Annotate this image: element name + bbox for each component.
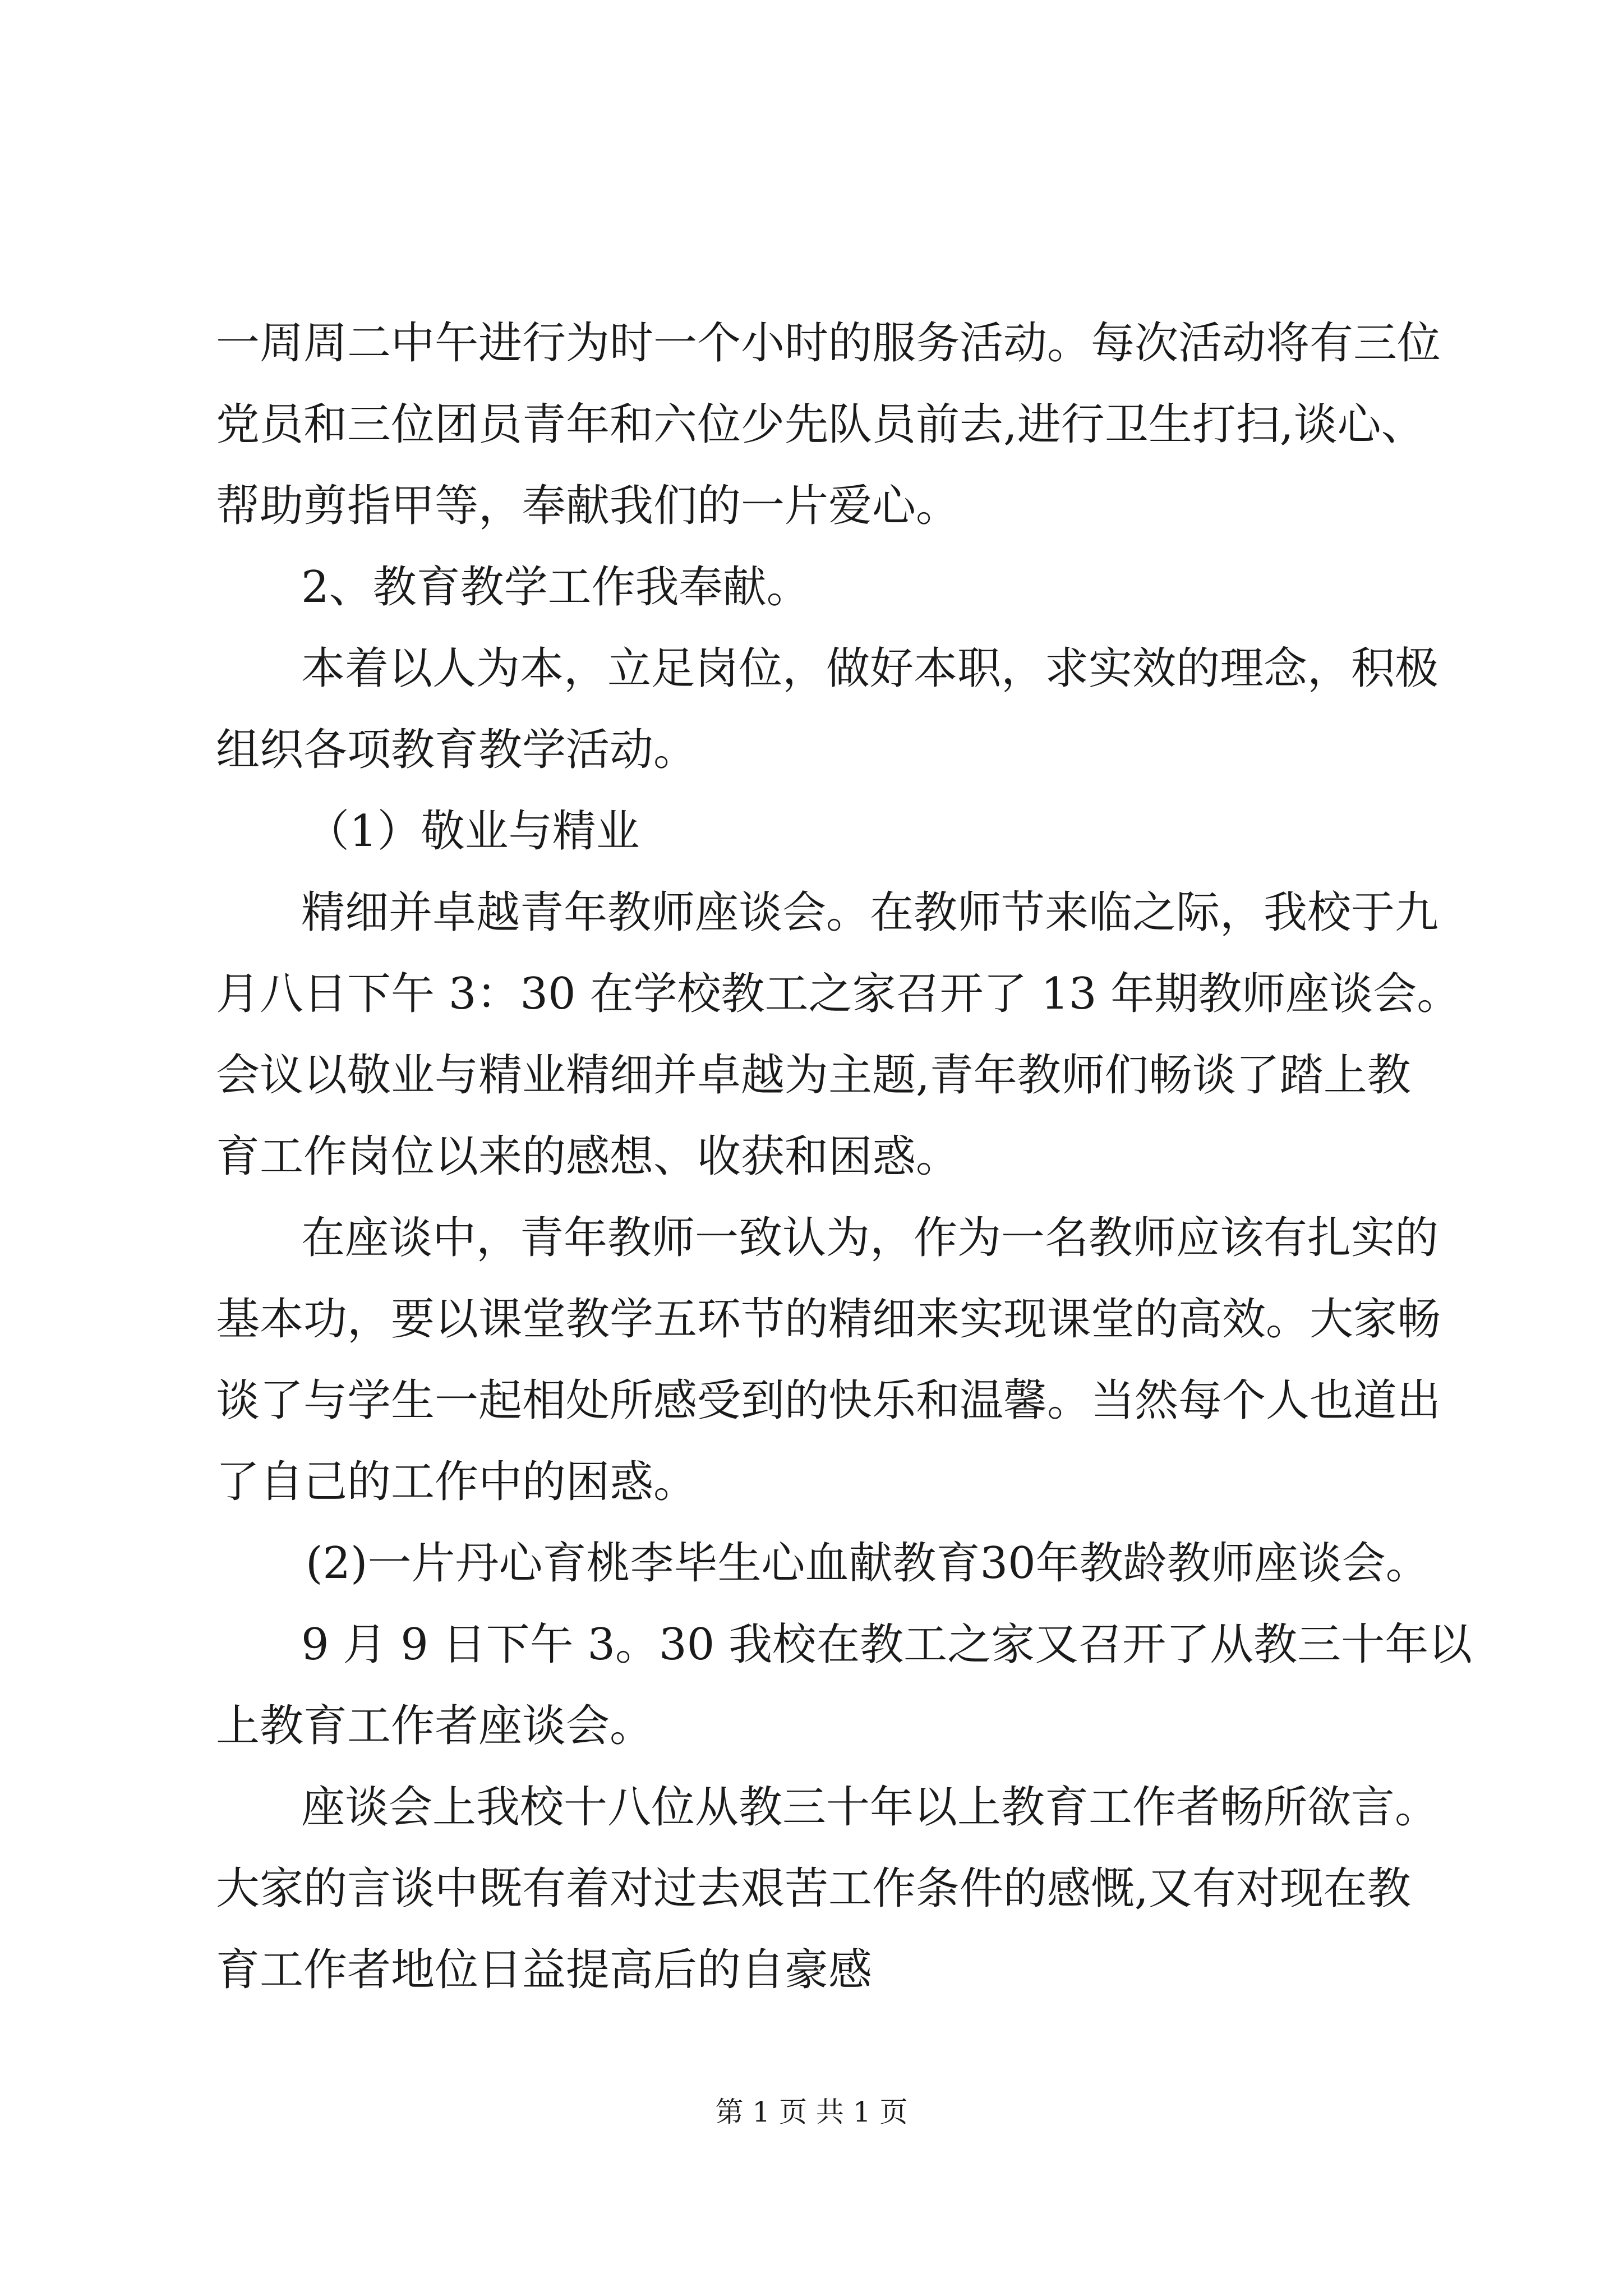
text-line: 月八日下午 3：30 在学校教工之家召开了 13 年期教师座谈会。 (216, 969, 1461, 1019)
text-line: 基本功，要以课堂教学五环节的精细来实现课堂的高效。大家畅 (216, 1294, 1441, 1345)
text-line: 党员和三位团员青年和六位少先队员前去,进行卫生打扫,谈心、 (216, 399, 1425, 450)
text-line: 9 月 9 日下午 3。30 我校在教工之家又召开了从教三十年以 (301, 1619, 1473, 1670)
text-line: 上教育工作者座谈会。 (216, 1701, 654, 1751)
text-line: 大家的言谈中既有着对过去艰苦工作条件的感慨,又有对现在教 (216, 1864, 1411, 1914)
text-line: 会议以敬业与精业精细并卓越为主题,青年教师们畅谈了踏上教 (216, 1050, 1411, 1101)
text-line: 一周周二中午进行为时一个小时的服务活动。每次活动将有三位 (216, 318, 1441, 369)
text-line: 育工作岗位以来的感想、收获和困惑。 (216, 1131, 960, 1182)
text-line: 帮助剪指甲等，奉献我们的一片爱心。 (216, 481, 960, 531)
text-line: 本着以人为本，立足岗位，做好本职，求实效的理念，积极 (301, 643, 1439, 694)
subsection-heading: (2)一片丹心育桃李毕生心血献教育30年教龄教师座谈会。 (306, 1538, 1430, 1589)
page-number-footer: 第 1 页 共 1 页 (715, 2096, 908, 2128)
text-line: 座谈会上我校十八位从教三十年以上教育工作者畅所欲言。 (301, 1782, 1439, 1833)
text-line: 育工作者地位日益提高后的自豪感 (216, 1945, 873, 1995)
document-body (216, 303, 1473, 2011)
text-line: 了自己的工作中的困惑。 (216, 1457, 698, 1507)
section-heading: 2、教育教学工作我奉献。 (301, 562, 810, 613)
text-line: 在座谈中，青年教师一致认为，作为一名教师应该有扎实的 (301, 1213, 1439, 1263)
text-line: 谈了与学生一起相处所感受到的快乐和温馨。当然每个人也道出 (216, 1375, 1441, 1426)
text-line: 精细并卓越青年教师座谈会。在教师节来临之际，我校于九 (301, 887, 1439, 938)
subsection-heading: （1）敬业与精业 (306, 806, 640, 857)
text-line: 组织各项教育教学活动。 (216, 725, 698, 775)
